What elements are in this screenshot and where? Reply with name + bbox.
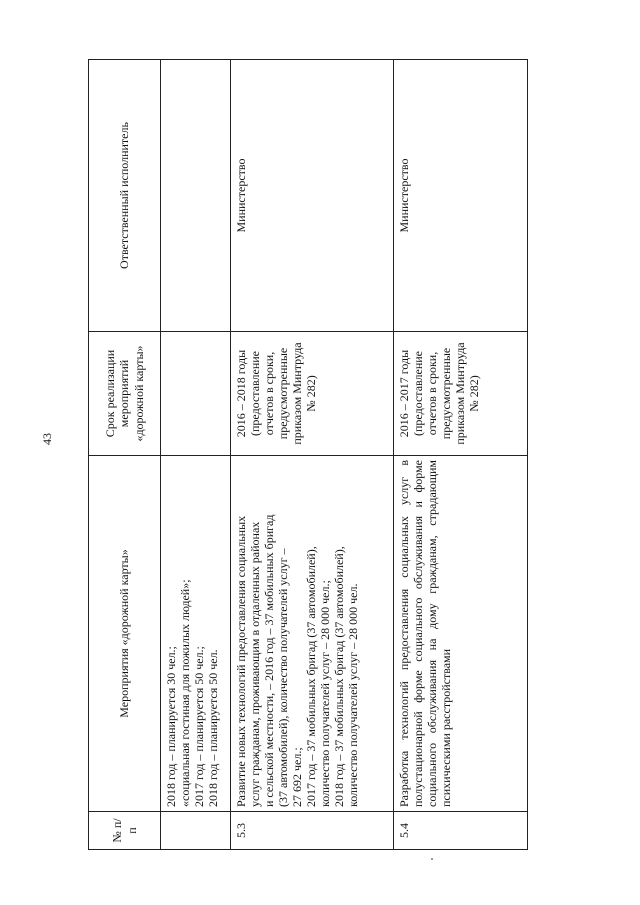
row-event <box>231 456 394 812</box>
event-line: количество получателей услуг – 28 000 чел. <box>346 583 361 807</box>
header-num: № п/п <box>89 812 161 850</box>
event-line: количество получателей услуг – 28 000 чел.; <box>318 580 333 807</box>
rotated-table-container <box>88 60 528 850</box>
row-event: Разработка технологий предоставления социальных услуг в полустационарной форме социального обслуживания и форме социального обслуживания на дому гражданам, страдающим психическими расстройствами <box>394 456 528 812</box>
row-executor: Министерство <box>394 60 528 332</box>
row-num: 5.4 <box>394 812 528 850</box>
scan-speck <box>431 858 433 860</box>
event-line: услуг гражданам, проживающим в отдаленных районах <box>248 521 263 807</box>
row-event <box>161 456 231 812</box>
page-number: 43 <box>40 433 54 445</box>
row-num: 5.3 <box>231 812 394 850</box>
row-executor <box>161 60 231 332</box>
event-line: 2018 год – 37 мобильных бригад (37 автомобилей), <box>332 546 347 807</box>
header-row <box>89 60 161 850</box>
event-line: Развитие новых технологий предоставления социальных <box>234 515 248 807</box>
event-line: (37 автомобилей), количество получателей услуг – <box>276 548 291 807</box>
table-row <box>231 60 394 850</box>
table-row <box>394 60 528 850</box>
event-line: 2017 год – 37 мобильных бригад (37 автомобилей), <box>304 546 319 807</box>
event-line: 2018 год – планируется 50 чел. <box>206 649 221 807</box>
event-line: 2017 год – планируется 50 чел.; <box>192 646 207 807</box>
header-executor: Ответственный исполнитель <box>89 60 161 332</box>
header-term: Срок реализации мероприятий «дорожной карты» <box>89 332 161 456</box>
row-term: 2016 – 2017 годы (предоставление отчетов в сроки, предусмотренные приказом Минтруда № 282) <box>394 332 528 456</box>
row-executor: Министерство <box>231 60 394 332</box>
event-line: и сельской местности, – 2016 год – 37 мобильных бригад <box>262 514 277 807</box>
row-num <box>161 812 231 850</box>
header-event: Мероприятия «дорожной карты» <box>89 456 161 812</box>
table-row <box>161 60 231 850</box>
event-line: «социальная гостиная для пожилых людей»; <box>178 579 193 807</box>
row-term: 2016 – 2018 годы (предоставление отчетов в сроки, предусмотренные приказом Минтруда № 282) <box>231 332 394 456</box>
roadmap-table <box>88 59 528 850</box>
row-term <box>161 332 231 456</box>
event-line: 27 692 чел.; <box>290 747 305 807</box>
event-line: 2018 год – планируется 30 чел.; <box>164 646 178 807</box>
